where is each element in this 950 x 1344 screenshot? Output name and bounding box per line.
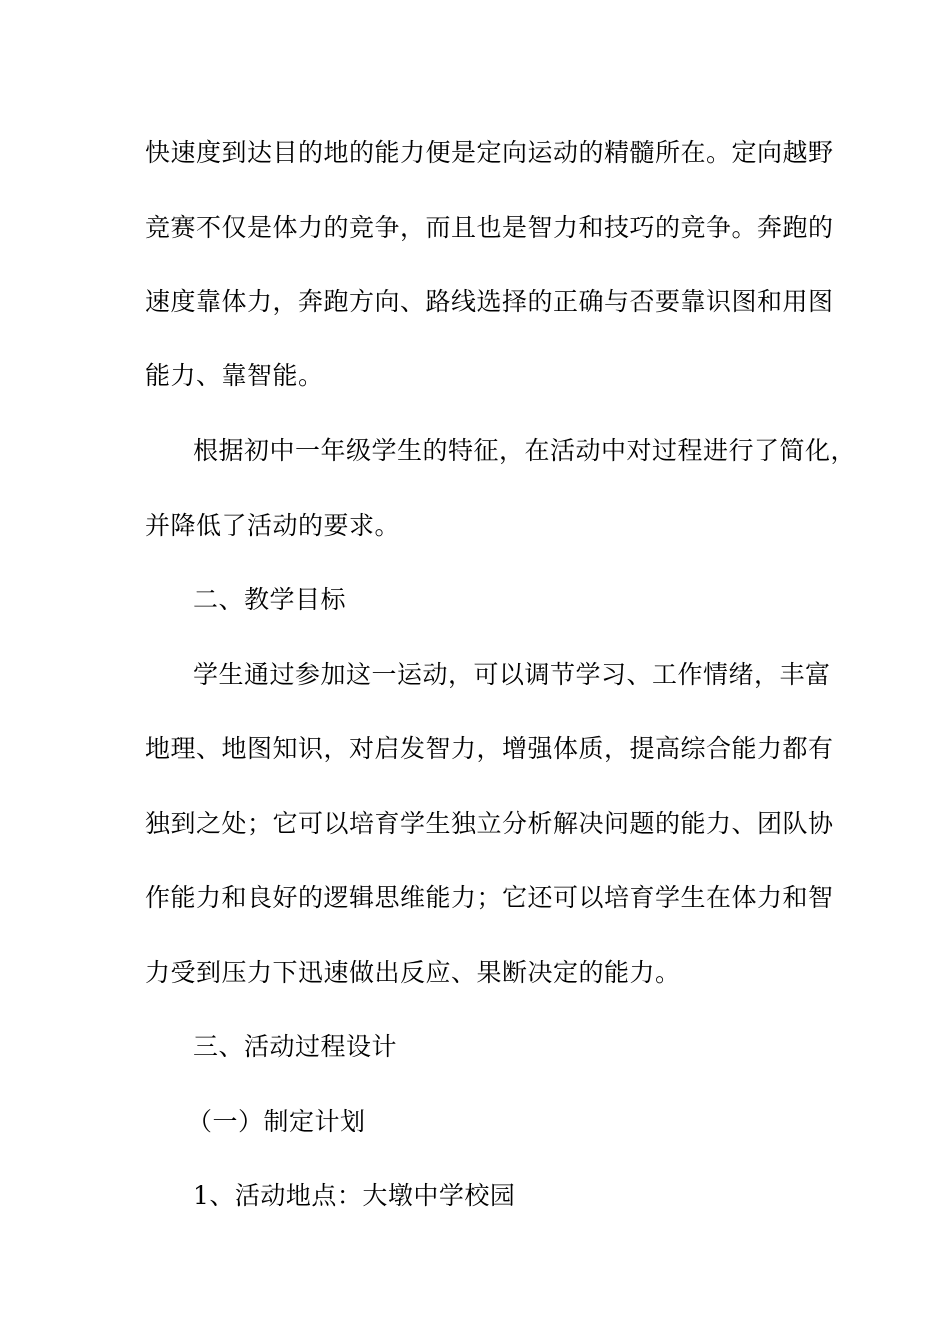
list-item-activity-location: 1、活动地点：大墩中学校园 — [193, 1181, 516, 1210]
paragraph-line-1: 快速度到达目的地的能力便是定向运动的精髓所在。定向越野 — [145, 138, 834, 167]
paragraph-line-5: 根据初中一年级学生的特征，在活动中对过程进行了简化， — [193, 436, 857, 465]
paragraph-line-11: 作能力和良好的逻辑思维能力；它还可以培育学生在体力和智 — [145, 883, 834, 912]
paragraph-line-2: 竞赛不仅是体力的竞争，而且也是智力和技巧的竞争。奔跑的 — [145, 213, 834, 242]
paragraph-line-3: 速度靠体力，奔跑方向、路线选择的正确与否要靠识图和用图 — [145, 287, 834, 316]
paragraph-line-6: 并降低了活动的要求。 — [145, 511, 401, 540]
paragraph-line-8: 学生通过参加这一运动，可以调节学习、工作情绪，丰富 — [193, 660, 831, 689]
subsection-heading-plan: （一）制定计划 — [187, 1107, 366, 1136]
paragraph-line-9: 地理、地图知识，对启发智力，增强体质，提高综合能力都有 — [145, 734, 834, 763]
section-heading-teaching-goals: 二、教学目标 — [193, 585, 347, 614]
section-heading-activity-design: 三、活动过程设计 — [193, 1032, 398, 1061]
paragraph-line-4: 能力、靠智能。 — [145, 361, 324, 390]
paragraph-line-12: 力受到压力下迅速做出反应、果断决定的能力。 — [145, 958, 681, 987]
paragraph-line-10: 独到之处；它可以培育学生独立分析解决问题的能力、团队协 — [145, 809, 834, 838]
